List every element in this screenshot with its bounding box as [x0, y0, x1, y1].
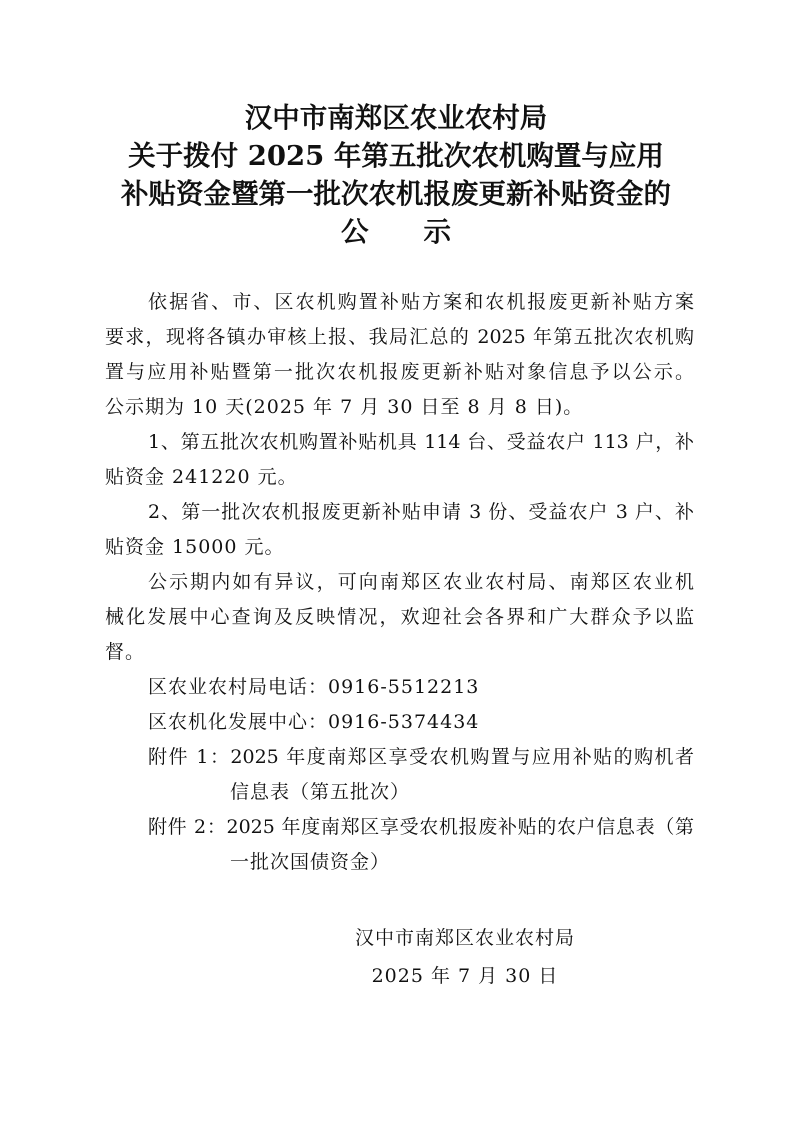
document-title: [0, 99, 792, 251]
document-body: [105, 285, 694, 880]
contact-list: [105, 670, 694, 740]
text-line: 要求，现将各镇办审核上报、我局汇总的 2025 年第五批次农机购: [105, 326, 694, 348]
signature-date: 2025 年 7 月 30 日: [371, 965, 559, 987]
title-line: 公 示: [341, 216, 451, 248]
text-line: 督。: [105, 641, 146, 663]
attachment-1: [105, 740, 694, 810]
paragraph-item-1: [105, 425, 694, 495]
title-line: 补贴资金暨第一批次农机报废更新补贴资金的: [121, 178, 671, 210]
text-line: 贴资金 15000 元。: [105, 536, 285, 558]
text-line: 贴资金 241220 元。: [105, 466, 298, 488]
attachment-line: 附件 2：2025 年度南郑区享受农机报废补贴的农户信息表（第: [148, 816, 694, 838]
signature-block: [345, 919, 585, 995]
signature-org: 汉中市南郑区农业农村局: [354, 927, 575, 949]
contact-phone-mechanization-center: 区农机化发展中心：0916-5374434: [148, 711, 480, 733]
title-line: 汉中市南郑区农业农村局: [244, 102, 548, 134]
attachment-line: 附件 1：2025 年度南郑区享受农机购置与应用补贴的购机者: [148, 746, 694, 768]
text-line: 1、第五批次农机购置补贴机具 114 台、受益农户 113 户，补: [148, 431, 694, 453]
attachment-line: 一批次国债资金）: [230, 851, 391, 873]
title-line: 关于拨付 2025 年第五批次农机购置与应用: [128, 140, 664, 172]
text-line: 公示期为 10 天(2025 年 7 月 30 日至 8 月 8 日)。: [105, 396, 584, 418]
contact-phone-agriculture-bureau: 区农业农村局电话：0916-5512213: [148, 676, 480, 698]
paragraph-intro: [105, 285, 694, 425]
paragraph-item-2: [105, 495, 694, 565]
text-line: 2、第一批次农机报废更新补贴申请 3 份、受益农户 3 户、补: [148, 501, 694, 523]
text-line: 置与应用补贴暨第一批次农机报废更新补贴对象信息予以公示。: [105, 361, 694, 383]
attachment-line: 信息表（第五批次）: [230, 781, 411, 803]
text-line: 公示期内如有异议，可向南郑区农业农村局、南郑区农业机: [148, 571, 694, 593]
attachment-2: [105, 810, 694, 880]
text-line: 依据省、市、区农机购置补贴方案和农机报废更新补贴方案: [148, 291, 694, 313]
text-line: 械化发展中心查询及反映情况，欢迎社会各界和广大群众予以监: [105, 606, 694, 628]
paragraph-objection: [105, 565, 694, 670]
